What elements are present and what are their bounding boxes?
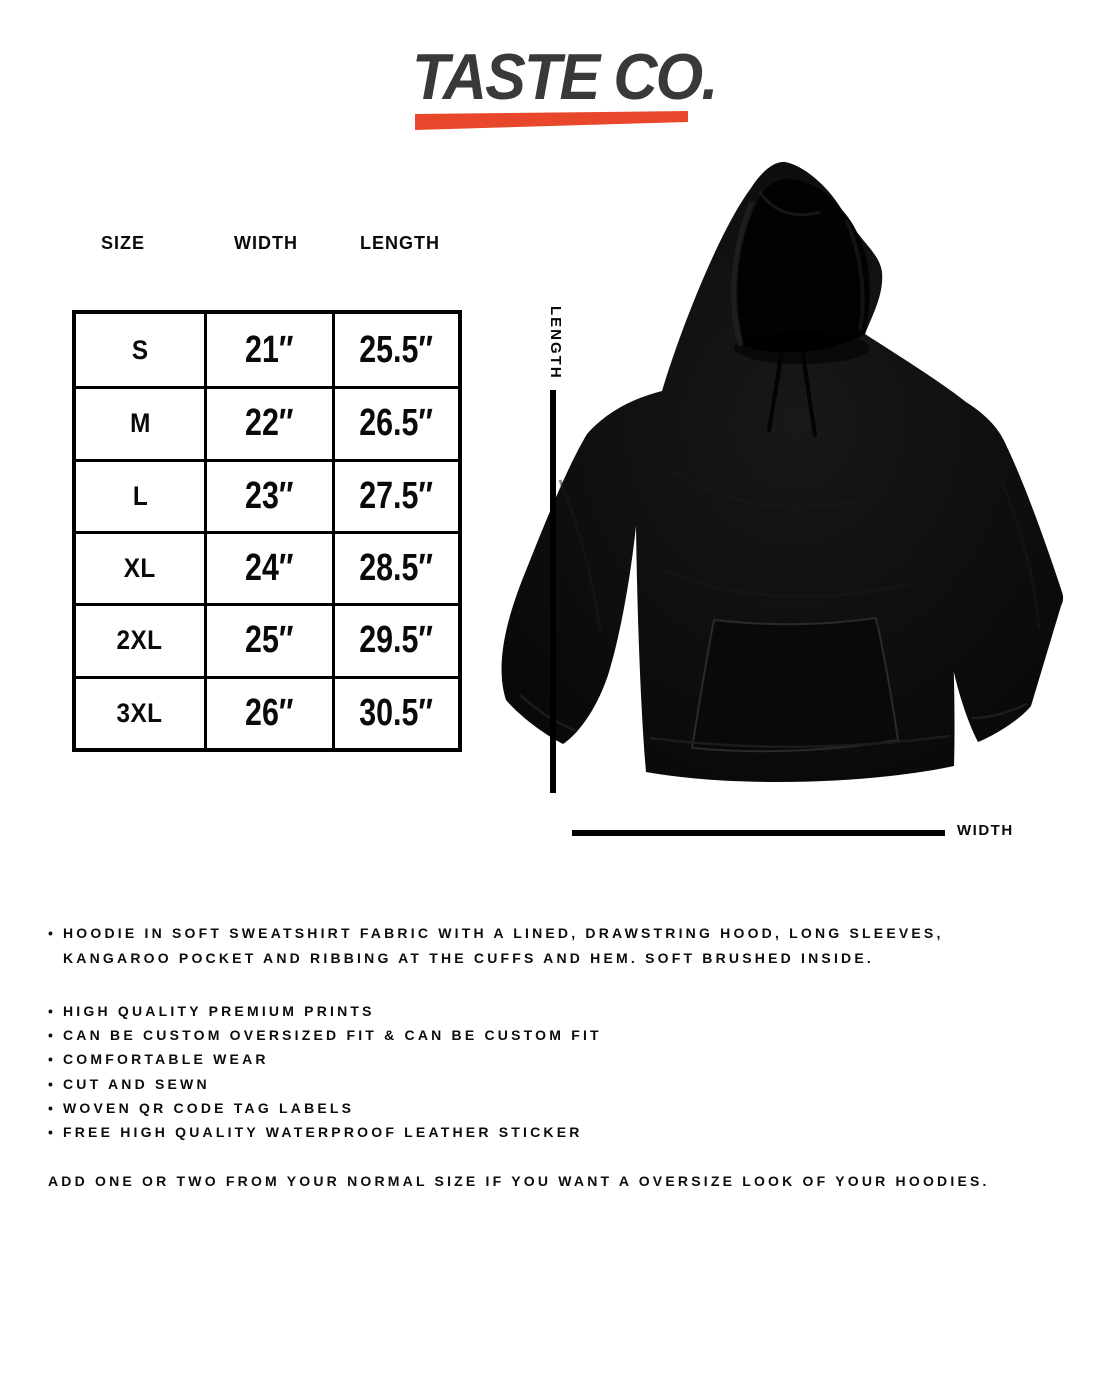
- description-intro-text: HOODIE IN SOFT SWEATSHIRT FABRIC WITH A LINED, DRAWSTRING HOOD, LONG SLEEVES, KANGAROO POCKET AND RIBBING AT THE CUFFS AND HEM. SOFT BRUSHED INSIDE.: [63, 925, 944, 966]
- length-axis-label: LENGTH: [547, 306, 564, 380]
- hoodie-image: [490, 150, 1080, 810]
- feature-item: • COMFORTABLE WEAR: [48, 1051, 269, 1068]
- header-size: SIZE: [100, 233, 146, 253]
- table-cell-length: 29.5″: [332, 603, 458, 675]
- table-cell-width: 25″: [204, 603, 332, 675]
- header-length: LENGTH: [360, 233, 440, 253]
- size-chart-table: [72, 310, 462, 752]
- feature-item: • FREE HIGH QUALITY WATERPROOF LEATHER STICKER: [48, 1124, 583, 1141]
- table-cell-width: 21″: [204, 314, 332, 386]
- table-cell-size: S: [131, 334, 149, 365]
- table-cell-size: XL: [76, 531, 204, 603]
- table-cell-length: 25.5″: [332, 314, 458, 386]
- table-cell-length: 26.5″: [332, 386, 458, 458]
- table-cell-width: 23″: [204, 459, 332, 531]
- length-measurement-line: [550, 390, 556, 793]
- product-description: [48, 921, 1058, 1193]
- table-cell-length: 30.5″: [332, 676, 458, 748]
- table-cell-size: 2XL: [76, 603, 204, 675]
- brand-logo-text: TASTE CO.: [412, 40, 717, 113]
- width-axis-label: WIDTH: [957, 822, 1014, 839]
- table-cell-size: 3XL: [76, 676, 204, 748]
- feature-list: [48, 999, 1058, 1144]
- header-width: WIDTH: [234, 233, 298, 253]
- table-cell-width: 26″: [204, 676, 332, 748]
- feature-item: • CAN BE CUSTOM OVERSIZED FIT & CAN BE CUSTOM FIT: [48, 1027, 602, 1044]
- feature-item: • WOVEN QR CODE TAG LABELS: [48, 1099, 355, 1116]
- table-cell-width: 24″: [204, 531, 332, 603]
- feature-item: • HIGH QUALITY PREMIUM PRINTS: [48, 1003, 375, 1019]
- table-cell-width: 22″: [204, 386, 332, 458]
- brand-underline-swoosh: [412, 110, 690, 132]
- feature-item: • CUT AND SEWN: [48, 1075, 210, 1092]
- table-cell-size: L: [76, 459, 204, 531]
- table-cell-length: 28.5″: [332, 531, 458, 603]
- bullet-glyph: •: [48, 925, 57, 941]
- description-intro: [48, 921, 1058, 971]
- width-measurement-line: [572, 830, 945, 836]
- table-cell-length: 27.5″: [332, 459, 458, 531]
- table-cell-size: M: [76, 386, 204, 458]
- sizing-note: ADD ONE OR TWO FROM YOUR NORMAL SIZE IF YOU WANT A OVERSIZE LOOK OF YOUR HOODIES.: [48, 1173, 990, 1190]
